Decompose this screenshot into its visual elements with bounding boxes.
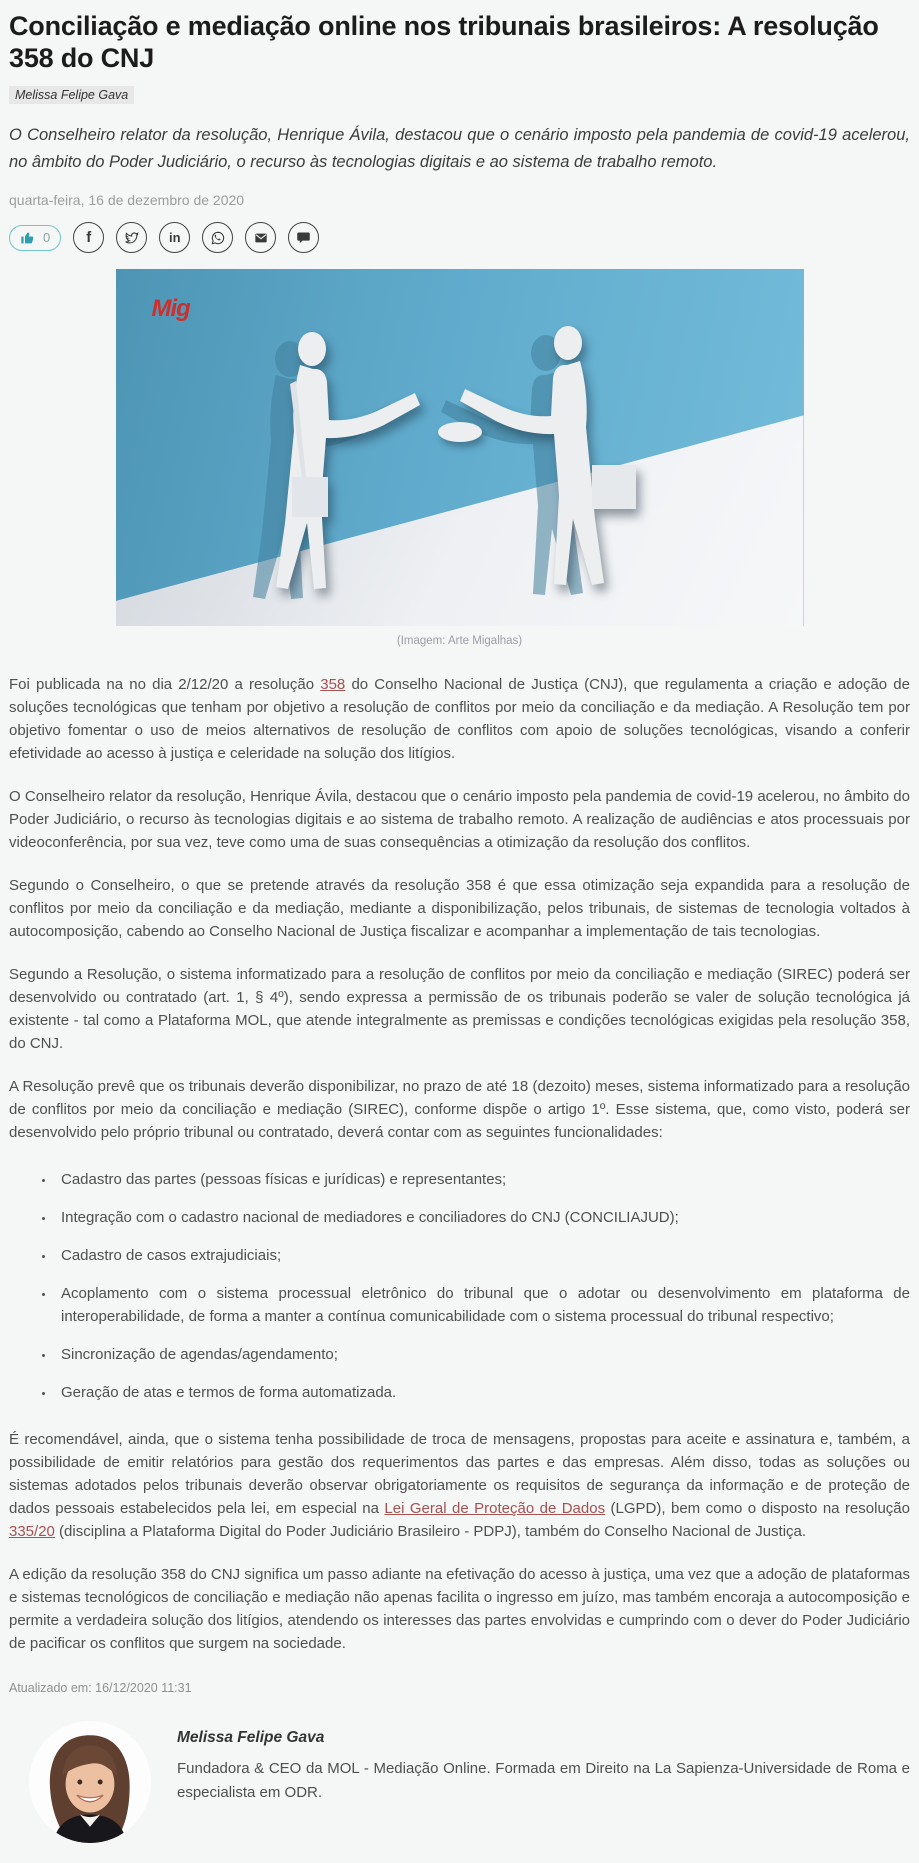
author-name: Melissa Felipe Gava: [177, 1729, 325, 1746]
list-item: • Geração de atas e termos de forma automatizada.: [55, 1381, 910, 1404]
social-share-bar: [9, 222, 910, 253]
paragraph-text: Foi publicada na no dia 2/12/20 a resolução: [9, 676, 321, 693]
paragraph-text: (LGPD), bem como o disposto na resolução: [605, 1500, 910, 1517]
paragraph-4: Segundo a Resolução, o sistema informatizado para a resolução de conflitos por meio da conciliação e mediação (SIREC) poderá ser desenvolvido ou contratado (art. 1, § 4º), sendo expressa a permissão de os tribunais poderão se valer de solução tecnológica já existente - tal como a Plataforma MOL, que atende integralmente as premissas e condições tecnológicas exigidas pela resolução 358, do CNJ.: [9, 966, 910, 1052]
lgpd-link[interactable]: Lei Geral de Proteção de Dados: [384, 1500, 606, 1517]
like-button[interactable]: [9, 225, 61, 251]
migalhas-logo: Mig: [151, 295, 190, 322]
resolution-335-link[interactable]: 335/20: [9, 1523, 55, 1540]
hero-figure: [9, 269, 910, 647]
thumbs-up-icon: [20, 230, 36, 246]
author-description: Fundadora & CEO da MOL - Mediação Online. Formada em Direito na La Sapienza-Universidade de Roma e especialista em ODR.: [177, 1760, 910, 1801]
author-link[interactable]: Melissa Felipe Gava: [9, 86, 134, 104]
author-bio-text: [177, 1721, 910, 1805]
email-share-button[interactable]: [245, 222, 276, 253]
page-title: Conciliação e mediação online nos tribunais brasileiros: A resolução 358 do CNJ: [9, 11, 879, 73]
image-caption: (Imagem: Arte Migalhas): [396, 635, 523, 647]
twitter-icon: [124, 230, 140, 246]
article-body: [9, 673, 910, 1655]
article-date: quarta-feira, 16 de dezembro de 2020: [9, 192, 245, 208]
list-item: • Cadastro de casos extrajudiciais;: [55, 1244, 910, 1267]
paragraph-text: do Conselho Nacional de Justiça (CNJ), que regulamenta a criação e adoção de soluções tecnológicas que tenham por objetivo a resolução de conflitos por meio da conciliação e da mediação. A Resolução tem por objetivo fomentar o uso de meios alternativos de resolução de conflitos com apoio de soluções tecnológicas, visando a conferir efetividade ao acesso à justiça e celeridade na solução dos litígios.: [9, 676, 910, 762]
updated-timestamp: Atualizado em: 16/12/2020 11:31: [9, 1681, 192, 1695]
comment-button[interactable]: [288, 222, 319, 253]
list-item: • Integração com o cadastro nacional de mediadores e conciliadores do CNJ (CONCILIAJUD);: [55, 1206, 910, 1229]
resolution-358-link[interactable]: 358: [320, 676, 346, 693]
list-item: • Acoplamento com o sistema processual eletrônico do tribunal que o adotar ou desenvolvimento em plataforma de interoperabilidade, de forma a manter a contínua comunicabilidade com o sistema processual do tribunal respectivo;: [55, 1282, 910, 1328]
paragraph-5: A Resolução prevê que os tribunais deverão disponibilizar, no prazo de até 18 (dezoito) meses, sistema informatizado para a resolução de conflitos por meio da conciliação e mediação (SIREC), conforme dispõe o artigo 1º. Esse sistema, que, como visto, poderá ser desenvolvido pelo próprio tribunal ou contratado, deverá contar com as seguintes funcionalidades:: [9, 1078, 910, 1141]
paragraph-text: (disciplina a Plataforma Digital do Poder Judiciário Brasileiro - PDPJ), também do Conselho Nacional de Justiça.: [54, 1523, 807, 1540]
facebook-share-button[interactable]: [73, 222, 104, 253]
comment-icon: [296, 230, 311, 245]
paper-cutout-people-illustration: [116, 269, 804, 626]
like-count: 0: [43, 230, 51, 245]
article-subtitle: O Conselheiro relator da resolução, Henrique Ávila, destacou que o cenário imposto pela pandemia de covid-19 acelerou, no âmbito do Poder Judiciário, o recurso às tecnologias digitais e ao sistema de trabalho remoto.: [9, 126, 910, 171]
facebook-icon: f: [86, 229, 92, 246]
list-item: • Sincronização de agendas/agendamento;: [55, 1343, 910, 1366]
linkedin-icon: in: [168, 230, 181, 245]
author-portrait-illustration: [29, 1721, 151, 1843]
paragraph-2: O Conselheiro relator da resolução, Henrique Ávila, destacou que o cenário imposto pela pandemia de covid-19 acelerou, no âmbito do Poder Judiciário, o recurso às tecnologias digitais e ao sistema de trabalho remoto. A realização de audiências e atos processuais por videoconferência, por sua vez, teve como uma de suas consequências a otimização da resolução dos conflitos.: [9, 788, 910, 851]
functionalities-list: [9, 1168, 910, 1404]
paragraph-text: É recomendável, ainda, que o sistema tenha possibilidade de troca de mensagens, propostas para aceite e assinatura e, também, a possibilidade de emitir relatórios para gestão dos requerimentos das partes e das empresas. Além disso, todas as soluções ou sistemas adotados pelos tribunais deverão observar obrigatoriamente os requisitos de segurança da informação e de proteção de dados pessoais estabelecidos pela lei, em especial na: [9, 1431, 910, 1517]
author-bio: [9, 1721, 910, 1843]
twitter-share-button[interactable]: [116, 222, 147, 253]
paragraph-1: [9, 673, 910, 765]
author-avatar: [29, 1721, 151, 1843]
email-icon: [253, 230, 269, 246]
linkedin-share-button[interactable]: [159, 222, 190, 253]
whatsapp-share-button[interactable]: [202, 222, 233, 253]
paragraph-6: [9, 1428, 910, 1543]
hero-image: [116, 269, 804, 626]
paragraph-7: A edição da resolução 358 do CNJ significa um passo adiante na efetivação do acesso à justiça, uma vez que a adoção de plataformas e sistemas tecnológicos de conciliação e mediação não apenas facilita o ingresso em juízo, mas também encoraja a autocomposição e permite a verdadeira solução dos litígios, atendendo os interesses das partes envolvidas e cumprindo com o dever do Poder Judiciário de pacificar os conflitos que surgem na sociedade.: [9, 1566, 910, 1652]
whatsapp-icon: [210, 230, 226, 246]
list-item: • Cadastro das partes (pessoas físicas e jurídicas) e representantes;: [55, 1168, 910, 1191]
paragraph-3: Segundo o Conselheiro, o que se pretende através da resolução 358 é que essa otimização seja expandida para a resolução de conflitos por meio da conciliação e da mediação, mediante a disponibilização, pelos tribunais, de sistemas de tecnologia voltados à autocomposição, cabendo ao Conselho Nacional de Justiça fiscalizar e acompanhar a implementação de tais tecnologias.: [9, 877, 910, 940]
